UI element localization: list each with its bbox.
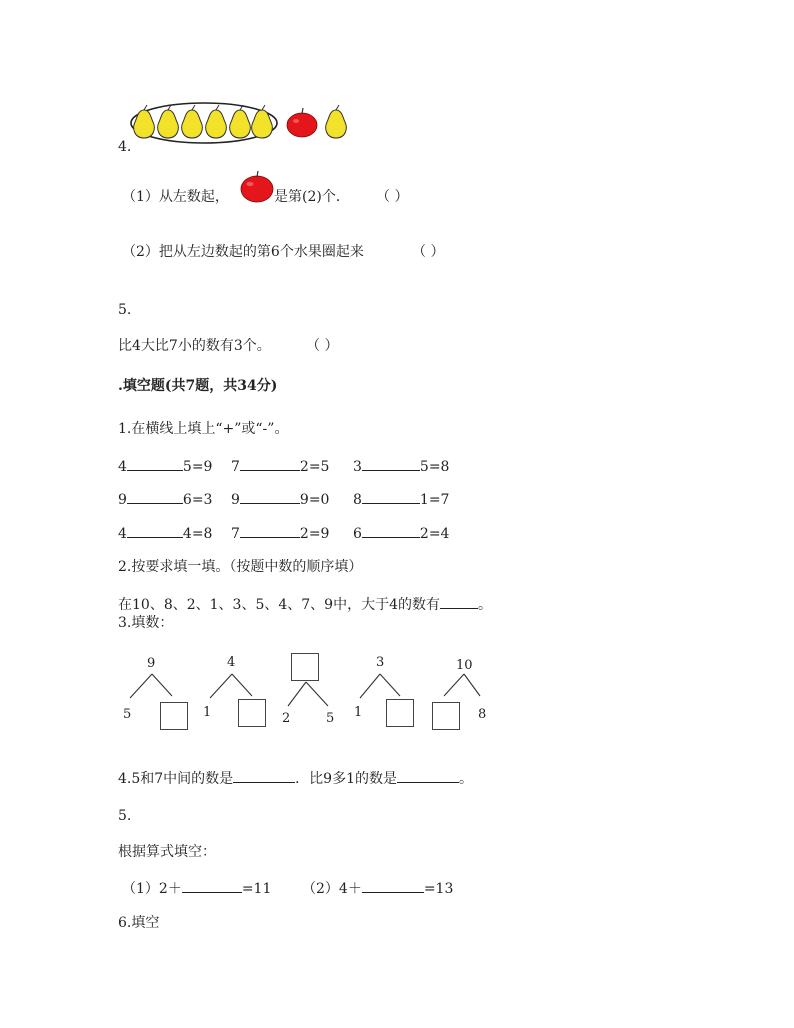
fill-5-item-2: （2）4＋ =13 <box>302 878 453 898</box>
tree-left-number: 1 <box>354 705 363 720</box>
question-4-part-2: （2）把从左边数起的第6个水果圈起来 <box>122 244 364 260</box>
fill-4-question: 4.5和7中间的数是 ．比9多1的数是 。 <box>118 768 473 788</box>
tree-right-number: 5 <box>326 711 335 726</box>
number-bond-tree <box>430 650 500 735</box>
question-4-part-1 <box>122 188 229 206</box>
equation-item: 9 9=0 <box>231 489 329 509</box>
answer-box[interactable] <box>238 699 266 727</box>
answer-box[interactable] <box>291 653 319 681</box>
tree-right-number: 8 <box>478 707 487 722</box>
fill-2-instruction: 2.按要求填一填。（按题中数的顺序填） <box>118 559 363 575</box>
apple-icon <box>239 170 275 204</box>
fill-1-instruction: 1.在横线上填上“+”或“-”。 <box>118 421 289 437</box>
answer-blank[interactable] <box>240 456 300 471</box>
tree-top-number: 3 <box>376 655 385 670</box>
answer-blank[interactable] <box>182 878 242 893</box>
answer-paren[interactable]: （ ） <box>376 189 409 205</box>
answer-blank[interactable] <box>440 594 478 609</box>
answer-blank[interactable] <box>362 456 420 471</box>
number-bond-tree <box>280 650 363 735</box>
equation-item: 7 2=5 <box>231 456 329 476</box>
tree-top-number: 10 <box>456 658 473 673</box>
answer-blank[interactable] <box>362 489 420 504</box>
fill-6-instruction: 6.填空 <box>118 915 160 931</box>
pear-icon <box>206 105 227 138</box>
answer-blank[interactable] <box>233 768 295 783</box>
answer-blank[interactable] <box>127 456 183 471</box>
answer-blank[interactable] <box>127 523 183 538</box>
pear-icon <box>158 105 179 138</box>
equation-item: 6 2=4 <box>353 523 449 543</box>
answer-blank[interactable] <box>362 878 424 893</box>
equation-item: 9 6=3 <box>118 489 212 509</box>
answer-box[interactable] <box>160 702 188 730</box>
fill-2-question: 在10、8、2、1、3、5、4、7、9中，大于4的数有 。 <box>118 594 492 614</box>
number-bond-tree <box>200 650 280 735</box>
fill-5-number: 5. <box>118 808 132 824</box>
question-5-number: 5. <box>118 302 132 318</box>
part-1-prefix: （1）从左数起， <box>122 189 229 205</box>
tree-top-number: 4 <box>227 655 236 670</box>
equation-item: 4 4=8 <box>118 523 212 543</box>
number-bond-trees <box>118 650 498 735</box>
answer-box[interactable] <box>386 699 414 727</box>
pear-icon <box>182 105 203 138</box>
equation-item: 3 5=8 <box>353 456 449 476</box>
equation-item: 4 5=9 <box>118 456 212 476</box>
answer-blank[interactable] <box>127 489 183 504</box>
answer-paren[interactable]: （ ） <box>306 338 339 354</box>
question-4-number: 4. <box>118 139 132 155</box>
fill-5-item-1: （1）2＋ =11 <box>122 878 271 898</box>
tree-left-number: 2 <box>282 711 291 726</box>
equation-item: 7 2=9 <box>231 523 329 543</box>
answer-box[interactable] <box>432 702 460 730</box>
apple-icon <box>287 108 317 137</box>
fruit-row-illustration <box>128 96 358 146</box>
tree-left-number: 5 <box>123 707 132 722</box>
pear-icon <box>326 105 347 138</box>
question-5-statement: 比4大比7小的数有3个。 <box>118 338 271 354</box>
fill-3-instruction: 3.填数： <box>118 615 174 631</box>
answer-blank[interactable] <box>362 523 420 538</box>
number-bond-tree <box>118 650 198 735</box>
pear-icon <box>230 105 251 138</box>
pear-icon <box>252 105 273 138</box>
tree-left-number: 1 <box>203 705 212 720</box>
answer-paren[interactable]: （ ） <box>412 244 445 260</box>
fill-5-instruction: 根据算式填空： <box>118 844 216 860</box>
tree-top-number: 9 <box>147 656 156 671</box>
part-1-suffix: 是第(2)个． <box>274 189 350 205</box>
equation-item: 8 1=7 <box>353 489 449 509</box>
answer-blank[interactable] <box>397 768 459 783</box>
answer-blank[interactable] <box>240 523 300 538</box>
number-bond-tree <box>354 650 434 735</box>
answer-blank[interactable] <box>240 489 300 504</box>
section-title: .填空题(共7题，共34分) <box>118 378 278 394</box>
